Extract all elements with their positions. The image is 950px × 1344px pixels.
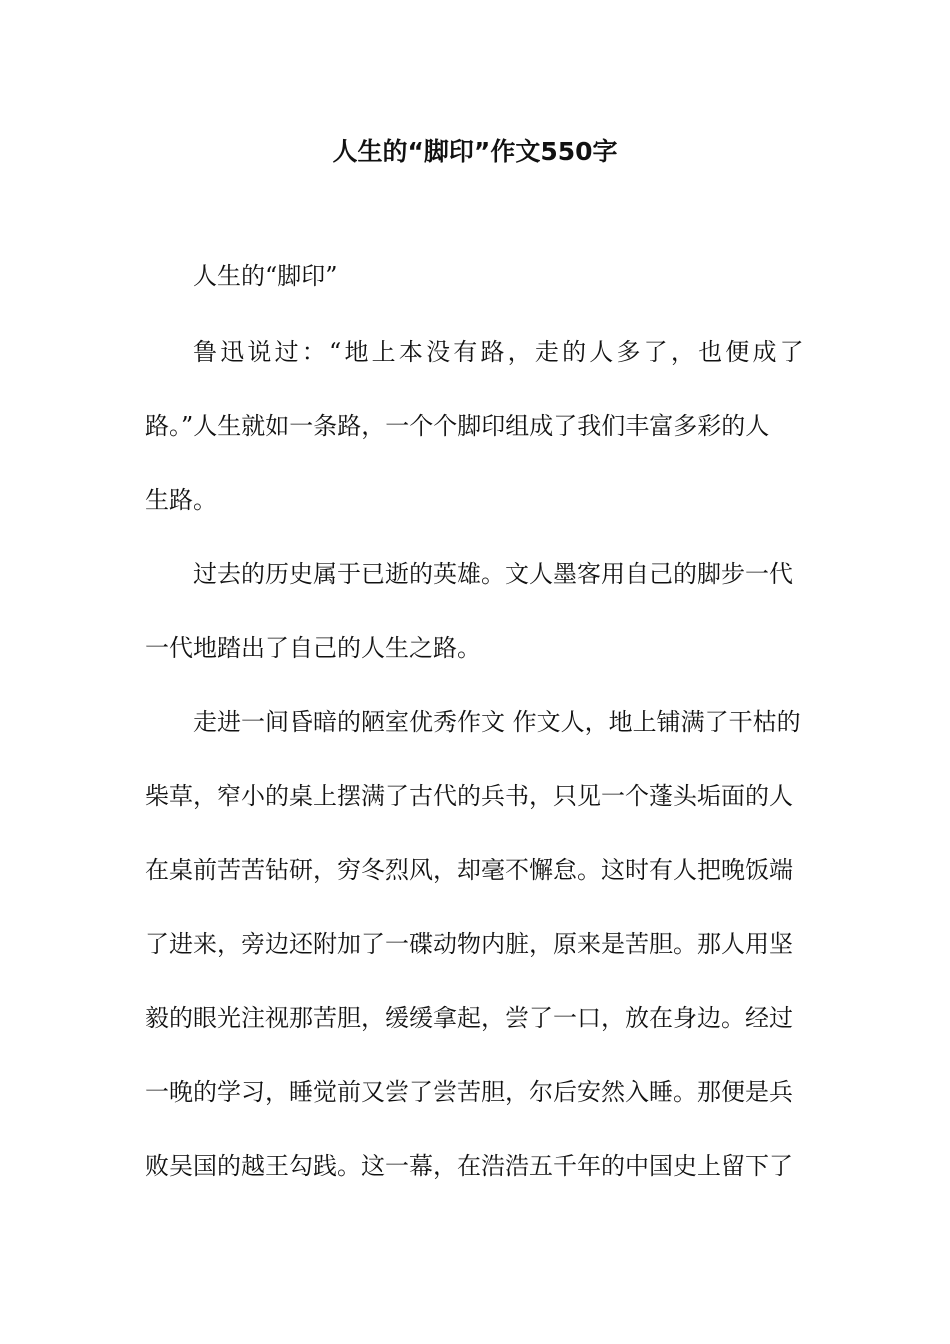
- paragraph-1: [145, 315, 805, 537]
- paragraph-3-line-5: 毅的眼光注视那苦胆，缓缓拿起，尝了一口，放在身边。经过: [145, 1004, 793, 1032]
- paragraph-3-line-3: 在桌前苦苦钻研，穷冬烈风，却毫不懈怠。这时有人把晚饭端: [145, 856, 793, 884]
- paragraph-2-line-2: 一代地踏出了自己的人生之路。: [145, 634, 481, 662]
- paragraph-3-line-1: 走进一间昏暗的陋室优秀作文 作文人，地上铺满了干枯的: [193, 708, 801, 736]
- paragraph-1-line-3: 生路。: [145, 486, 217, 514]
- paragraph-1-line-2: 路。”人生就如一条路，一个个脚印组成了我们丰富多彩的人: [145, 412, 770, 440]
- paragraph-3-line-2: 柴草，窄小的桌上摆满了古代的兵书，只见一个蓬头垢面的人: [145, 782, 793, 810]
- paragraph-1-line-1: 鲁迅说过：“地上本没有路，走的人多了，也便成了: [193, 338, 807, 366]
- paragraph-2: [145, 537, 805, 685]
- essay-subheading: 人生的“脚印”: [193, 262, 338, 290]
- paragraph-3-line-6: 一晚的学习，睡觉前又尝了尝苦胆，尔后安然入睡。那便是兵: [145, 1078, 793, 1106]
- paragraph-3-line-4: 了进来，旁边还附加了一碟动物内脏，原来是苦胆。那人用坚: [145, 930, 793, 958]
- document-title: 人生的“脚印”作文550字: [332, 137, 618, 166]
- paragraph-3: [145, 685, 805, 1203]
- paragraph-3-line-7: 败吴国的越王勾践。这一幕，在浩浩五千年的中国史上留下了: [145, 1152, 793, 1180]
- paragraph-2-line-1: 过去的历史属于已逝的英雄。文人墨客用自己的脚步一代: [193, 560, 793, 588]
